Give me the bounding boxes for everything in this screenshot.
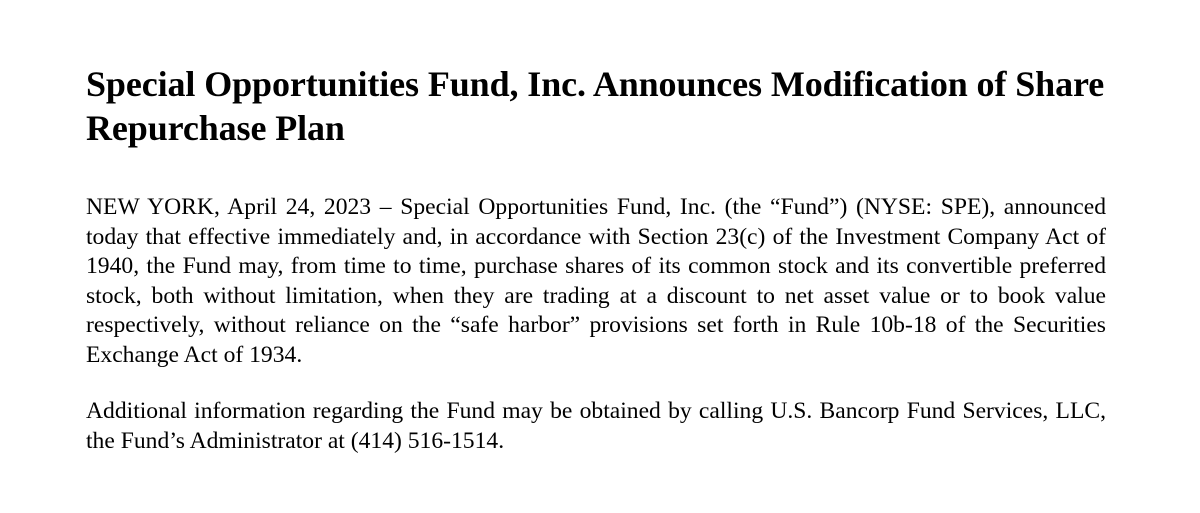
press-release: [86, 62, 1106, 456]
contact-paragraph: Additional information regarding the Fund may be obtained by calling U.S. Bancorp Fund Services, LLC, the Fund’s Administrator at (414) 516-1514.: [86, 398, 1106, 454]
headline: Special Opportunities Fund, Inc. Announces Modification of Share Repurchase Plan: [86, 64, 1105, 148]
announcement-paragraph: NEW YORK, April 24, 2023 – Special Opportunities Fund, Inc. (the “Fund”) (NYSE: SPE), announced today that effective immediately and, in accordance with Section 23(c) of the Investment Company Act of 1940, the Fund may, from time to time, purchase shares of its common stock and its convertible preferred stock, both without limitation, when they are trading at a discount to net asset value or to book value respectively, without reliance on the “safe harbor” provisions set forth in Rule 10b-18 of the Securities Exchange Act of 1934.: [86, 194, 1106, 368]
